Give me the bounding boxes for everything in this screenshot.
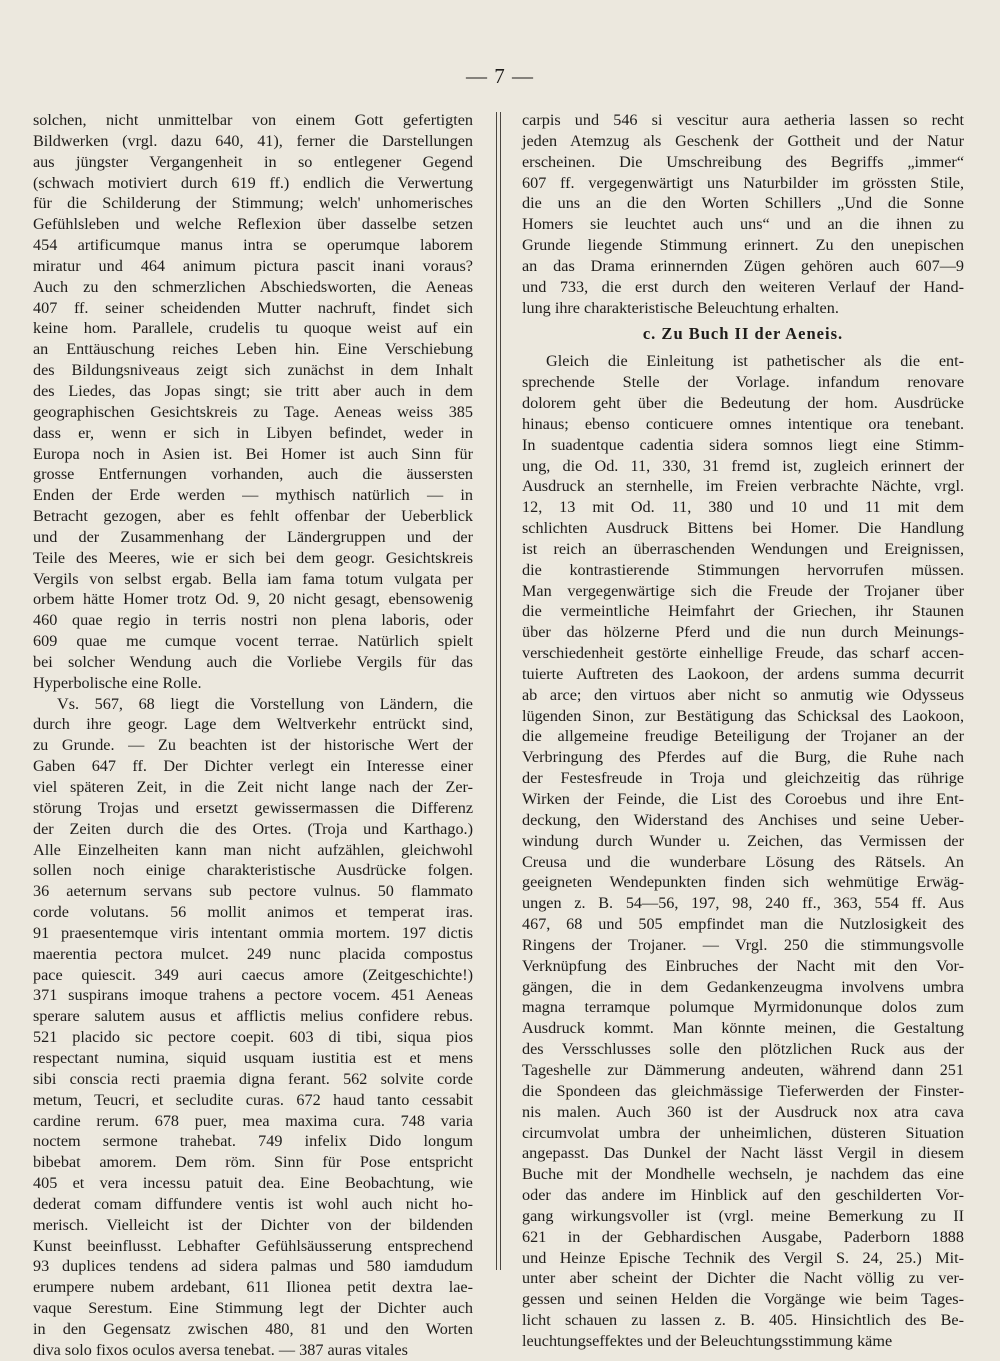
text-line: Wirken der Feinde, die List des Coroebus und ihre Ent- [522,790,964,808]
text-line: der Zeiten durch die des Ortes. (Troja und Karthago.) [33,819,473,838]
text-line: sollen noch einige charakteristische Ausdrücke folgen. [33,861,473,880]
text-line: Creusa und die wunderbare Lösung des Rätsels. An [522,852,964,871]
text-line: ung, die Od. 11, 330, 31 fremd ist, zugleich erinnert der [522,456,964,475]
text-line: Teile des Meeres, wie er sich bei dem geogr. Gesichtskreis [33,548,473,567]
text-line: deckung, den Widerstand des Anchises und seine Ueber- [522,810,964,829]
text-line: 405 et vera incessu patuit dea. Eine Beobachtung, wie [33,1174,473,1193]
text-line: lung ihre charakteristische Beleuchtung erhalten. [522,298,839,317]
text-line: des Versschlusses solle den plötzlichen Ruck aus der [522,1040,964,1059]
text-line: dederat comam diffundere ventis ist wohl auch nicht ho- [33,1194,473,1213]
text-line: Man vergegenwärtige sich die Freude der Trojaner über [522,581,964,600]
text-line: angepasst. Das Dunkel der Nacht lässt Vergil in diesem [522,1144,964,1163]
text-line: 12, 13 mit Od. 11, 380 und 10 und 11 mit dem [522,498,964,517]
text-line: dolorem geht über die Bedeutung der hom. Ausdrücke [522,393,964,412]
text-line: 93 duplices tendens ad sidera palmas und 580 iamdudum [33,1257,473,1276]
text-line: erumpere nubem ardebant, 611 Ilionea petit dextra lae- [33,1278,473,1297]
text-line: 621 in der Gebhardischen Ausgabe, Paderborn 1888 [522,1227,964,1246]
text-line: Vs. 567, 68 liegt die Vorstellung von Ländern, die [57,694,473,713]
text-line: jeden Atemzug als Geschenk der Gottheit und der Natur [522,131,964,150]
text-line: 407 ff. seiner scheidenden Mutter nachruft, findet sich [33,298,473,317]
left-column [33,110,473,1361]
text-line: 36 aeternum servans sub pectore vulnus. 50 flammato [33,882,473,901]
text-line: 371 suspirans imoque trahens a pectore vocem. 451 Aeneas [33,986,473,1005]
text-line: Enden der Erde werden — mythisch natürlich — in [33,486,473,505]
text-line: In suadentque cadentia sidera somnos liegt eine Stimm- [522,435,964,454]
text-line: gessen und seinen Helden die Vorgänge wie beim Tages- [522,1290,964,1309]
text-line: ab arce; den virtuos aber nicht so anmutig wie Odysseus [522,685,964,704]
text-line: sibi conscia recti praemia digna ferant. 562 solvite corde [33,1069,473,1088]
text-line: Grunde liegende Stimmung erinnert. Zu den unepischen [522,236,964,255]
text-line: und 733, die erst durch den weiteren Verlauf der Hand- [522,277,964,296]
text-line: und der Zusammenhang der Ländergruppen und der [33,527,473,546]
text-line: Hyperbolische eine Rolle. [33,673,202,692]
text-line: Bildwerken (vrgl. dazu 640, 41), ferner die Darstellungen [33,131,473,150]
text-line: miratur und 464 animum pictura pascit inani voraus? [33,256,473,275]
text-line: für die Schilderung der Stimmung; welch' unhomerisches [33,194,473,213]
text-line: solchen, nicht unmittelbar von einem Gott gefertigten [33,111,473,129]
text-line: Tageshelle zur Dämmerung andeuten, während dann 251 [522,1060,964,1079]
text-line: 467, 68 und 505 empfindet man die Nutzlosigkeit des [522,915,964,934]
text-line: orbem hätte Homer trotz Od. 9, 20 nicht gesagt, ebensowenig [33,590,473,609]
text-line: Ringens der Trojaner. — Vrgl. 250 die stimmungsvolle [522,935,964,954]
text-line: Alle Einzelheiten kann man nicht aufzählen, gleichwohl [33,840,473,859]
text-line: an das Drama erinnernden Zügen gehören auch 607—9 [522,256,964,275]
text-line: Gefühlsleben und welche Reflexion über dasselbe setzen [33,215,473,234]
text-line: geeigneten Wendepunkten finden sich wehmütige Erwäg- [522,873,964,892]
text-line: störung Trojas und ersetzt gewissermassen die Differenz [33,798,473,817]
text-line: viel späteren Zeit, in die Zeit nicht lange nach der Zer- [33,778,473,796]
text-line: durch ihre geogr. Lage dem Weltverkehr entrückt sind, [33,715,473,734]
text-line: und Heinze Epische Technik des Vergil S. 24, 25.) Mit- [522,1248,964,1267]
text-line: gang wirkungsvoller ist (vrgl. meine Bemerkung zu II [522,1206,964,1225]
text-line: Verbringung des Pferdes auf die Burg, die Ruhe nach [522,748,964,767]
text-line: in den Gegensatz zwischen 480, 81 und den Worten [33,1319,473,1338]
text-line: (schwach motiviert durch 619 ff.) endlich die Verwertung [33,173,473,192]
text-line: Ausdruck an sternhelle, im Freien verbrachte Nächte, vrgl. [522,477,964,496]
text-line: ungen z. B. 54—56, 197, 98, 240 ff., 363, 554 ff. Aus [522,894,964,913]
text-line: die Spondeen das gleichmässige Tieferwerden der Finster- [522,1081,964,1100]
text-line: respectant numina, siquid usquam iustitia est et mens [33,1048,473,1067]
text-line: an Enttäuschung reiches Leben hin. Eine Verschiebung [33,340,473,359]
text-line: pace quiescit. 349 auri caecus amore (Zeitgeschichte!) [33,965,473,984]
text-line: ist reich an überraschenden Wendungen und Ereignissen, [522,539,964,558]
text-line: carpis und 546 si vescitur aura aetheria lassen so recht [522,111,964,129]
text-line: Europa noch in Asien ist. Bei Homer ist auch Sinn für [33,444,473,463]
text-line: keine hom. Parallele, crudelis tu quoque weist auf ein [33,319,473,338]
text-line: merisch. Vielleicht ist der Dichter von der bildenden [33,1215,473,1234]
text-line: bibebat amorem. Dem röm. Sinn für Pose entspricht [33,1153,473,1172]
text-line: zu Grunde. — Zu beachten ist der historische Wert der [33,736,473,755]
text-line: Gaben 647 ff. Der Dichter verlegt ein Interesse einer [33,757,473,776]
text-line: 91 praesentemque viris intentant ommia mortem. 197 dictis [33,923,473,942]
text-line: schlichten Ausdruck Bittens bei Homer. Die Handlung [522,519,964,538]
right-column-main [522,351,964,1352]
text-line: metum, Teucri, et secludite curas. 672 haud tanto cessabit [33,1090,473,1109]
text-line: Gleich die Einleitung ist pathetischer als die ent- [546,352,964,371]
text-line: der Festesfreude in Troja und gleichzeitig das rührige [522,769,964,788]
text-line: nis malen. Auch 360 ist der Ausdruck nox atra cava [522,1102,964,1121]
column-divider [496,112,501,1270]
text-line: lügenden Sinon, zur Bestätigung das Schicksal des Laokoon, [522,706,964,725]
page-number: — 7 — [466,64,534,88]
text-line: 521 placido sic pectore coepit. 603 di tibi, siqua pios [33,1028,473,1047]
text-line: leuchtungseffektes und der Beleuchtungsstimmung käme [522,1331,893,1350]
text-line: erscheinen. Die Umschreibung des Begriffs „immer“ [522,152,964,171]
text-line: Ausdruck kommt. Man könnte meinen, die Gestaltung [522,1019,964,1038]
text-line: windung durch Wunder u. Zeichen, das Vermissen der [522,831,964,850]
text-line: maerentia pectora mulcet. 249 nunc placida compostus [33,944,473,963]
text-line: noctem sermone trahebat. 749 infelix Dido longum [33,1132,473,1151]
text-line: die vermeintliche Heimfahrt der Griechen, ihr Staunen [522,602,964,621]
text-line: circumvolat umbra der unheimlichen, düsteren Situation [522,1123,964,1142]
text-line: Buche mit der Mondhelle wechseln, je nachdem das eine [522,1165,964,1184]
text-line: diva solo fixos oculos aversa tenebat. — 387 auras vitales [33,1340,408,1359]
text-line: licht schauen zu lassen z. B. 405. Hinsichtlich des Be- [522,1311,964,1330]
text-line: sperare salutem ausus et afflictis melius confidere rebus. [33,1007,473,1026]
right-column [522,110,964,1352]
text-line: die allgemeine freudige Beteiligung der Trojaner an der [522,727,964,746]
text-line: geographischen Gesichtskreis zu Tage. Aeneas weiss 385 [33,402,473,421]
text-line: Kunst beeinflusst. Lebhafter Gefühlsäusserung entsprechend [33,1236,473,1255]
text-line: oder das andere im Hinblick auf den geschilderten Vor- [522,1186,964,1205]
text-line: hinaus; ebenso conticuere omnes intentique ora tenebant. [522,414,964,433]
text-line: 460 quae regio in terris nostri non plena laboris, oder [33,611,473,630]
text-line: corde volutans. 56 mollit animos et temperat iras. [33,903,473,922]
text-line: verschiedenheit gestörte einhellige Freude, das scharf accen- [522,644,964,663]
section-heading: c. Zu Buch II der Aeneis. [642,324,844,344]
text-line: sprechende Stelle der Vorlage. infandum renovare [522,373,964,392]
text-line: Homers sie leuchtet auch uns“ und an die ihnen zu [522,215,964,234]
text-line: Verknüpfung des Einbruches der Nacht mit den Vor- [522,956,964,975]
text-line: 609 quae me cumque vocent terrae. Natürlich spielt [33,632,473,651]
text-line: des Bildungsniveaus zeigt sich zunächst in dem Inhalt [33,361,473,380]
text-line: tuierte Auftreten des Laokoon, der ardens summa decurrit [522,664,964,683]
text-line: Betracht gezogen, aber es fehlt offenbar der Ueberblick [33,507,473,526]
text-line: vaque Serestum. Eine Stimmung legt der Dichter auch [33,1299,473,1318]
text-line: cardine rerum. 678 puer, mea maxima cura. 748 varia [33,1111,473,1130]
text-line: magna terramque polumque Myrmidonunque dolos zum [522,998,964,1017]
text-line: 607 ff. vergegenwärtigt uns Naturbilder im grössten Stile, [522,173,964,192]
text-line: 454 artificumque manus intra se operumque laborem [33,236,473,255]
text-line: bei solcher Wendung auch die Vorliebe Vergils für das [33,652,473,671]
text-line: über das hölzerne Pferd und die nun durch Meinungs- [522,623,964,642]
right-column-intro [522,110,964,318]
text-line: aus jüngster Vergangenheit in so entlegener Gegend [33,152,473,171]
text-line: Auch zu den schmerzlichen Abschiedsworten, die Aeneas [33,277,473,296]
text-line: die uns an die den Worten Schillers „Und die Sonne [522,194,964,213]
text-line: Vergils von selbst ergab. Bella iam fama totum vulgata per [33,569,473,588]
text-line: dass er, wenn er sich in Libyen befindet, weder in [33,423,473,442]
text-line: die kontrastierende Stimmungen hervorrufen müssen. [522,560,964,579]
text-line: gängen, die in dem Gedankenzeugma involvens umbra [522,977,964,996]
text-line: des Liedes, das Jopas singt; sie tritt aber auch in dem [33,381,473,400]
text-line: unter aber scheint der Dichter die Nacht völlig zu ver- [522,1269,964,1288]
text-line: grosse Entfernungen vorhanden, auch die äussersten [33,465,473,484]
